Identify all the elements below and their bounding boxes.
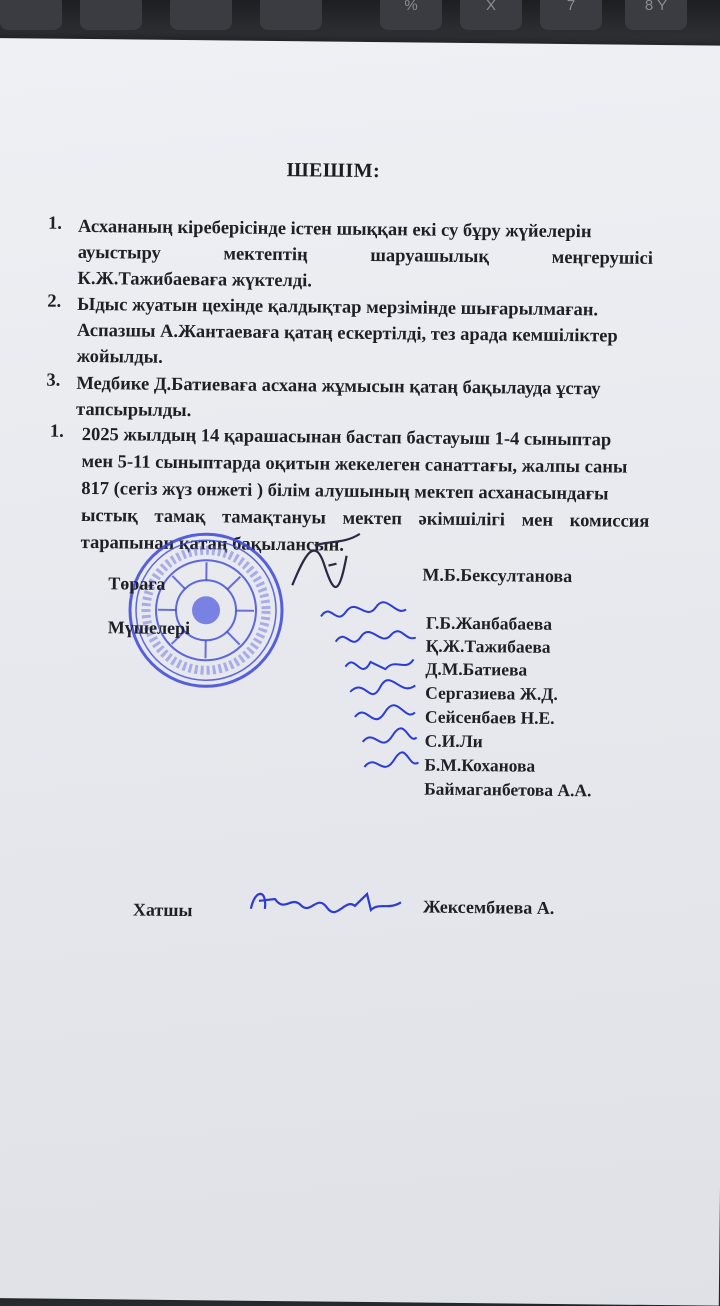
member-name: Баймаганбетова А.А. — [424, 779, 592, 802]
keyboard-key-percent: % — [380, 0, 442, 30]
item-line: Ыдыс жуатын цехінде қалдықтар мерзімінде шығарылмаған. — [77, 292, 677, 324]
item-line: Медбике Д.Батиеваға асхана жұмысын қатаң бақылауда ұстау — [76, 371, 676, 403]
keyboard-key — [170, 0, 232, 30]
item-line: мен 5-11 сыныптарда оқитын жекелеген санаттағы, жалпы саны — [81, 449, 671, 482]
item-line: К.Ж.Тажибаеваға жүктелді. — [77, 266, 677, 298]
secretary-label: Хатшы — [133, 900, 193, 922]
item-line: ауыстыру мектептің шаруашылық меңгерушісі — [78, 240, 678, 272]
item-line: жойылды. — [77, 344, 677, 376]
list-item-number: 1. — [48, 214, 62, 235]
decision-item-1 — [77, 214, 678, 298]
members-label: Мүшелері — [108, 617, 190, 639]
decision-heading: ШЕШІМ: — [287, 159, 381, 183]
list-item-number: 3. — [46, 371, 60, 392]
chair-label: Төраға — [108, 573, 165, 595]
member-name: Г.Б.Жанбабаева — [426, 613, 552, 635]
member-name: Сейсенбаев Н.Е. — [425, 707, 555, 729]
item-line: Аспазшы А.Жантаеваға қатаң ескертілді, тез арада кемшіліктер — [77, 318, 677, 350]
member-signatures-icon — [304, 596, 426, 797]
keyboard-key — [80, 0, 142, 30]
member-name: Д.М.Батиева — [425, 659, 527, 681]
secretary-name: Жексембиева А. — [423, 897, 555, 919]
item-line: тарапынан қатаң бақылансын. — [81, 530, 671, 563]
member-name: Б.М.Коханова — [424, 755, 535, 777]
item-line: ыстық тамақ тамақтануы мектеп әкімшілігі мен комиссия — [81, 503, 671, 536]
member-name: С.И.Ли — [425, 731, 483, 753]
list-item-number: 1. — [50, 422, 64, 443]
decision-item-2 — [77, 292, 678, 376]
round-seal-icon — [125, 529, 287, 691]
keyboard-key-7: 7 — [540, 0, 602, 30]
item-line: Асхананың кіреберісінде істен шыққан екі су бұру жүйелерін — [78, 214, 678, 246]
secretary-signature-icon — [245, 879, 405, 927]
item-line: 817 (сегіз жүз онжеті ) білім алушының мектеп асханасындағы — [81, 476, 671, 509]
item-line: 2025 жылдың 14 қарашасынан бастап бастауыш 1-4 сыныптар — [82, 422, 672, 455]
chair-name: М.Б.Бексултанова — [422, 565, 572, 588]
keyboard-key — [0, 0, 62, 30]
list-item-number: 2. — [47, 292, 61, 313]
member-name: Қ.Ж.Тажибаева — [426, 636, 551, 658]
document-page — [0, 38, 720, 1306]
item-line: тапсырылды. — [76, 397, 676, 429]
keyboard-key — [260, 0, 322, 30]
member-name: Сергазиева Ж.Д. — [425, 683, 558, 705]
chair-signature-icon — [284, 525, 365, 606]
decision-item-3 — [76, 371, 677, 429]
keyboard-key-8: 8 Y — [625, 0, 687, 30]
keyboard-key-x: X — [460, 0, 522, 30]
